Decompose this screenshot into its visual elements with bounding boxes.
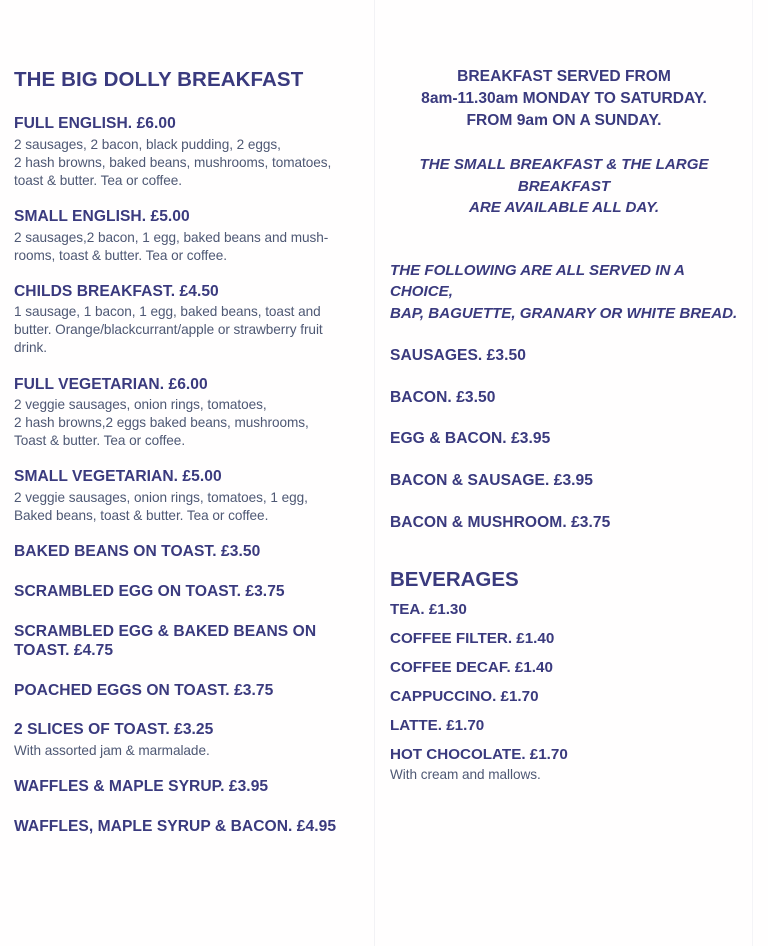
spacer bbox=[14, 700, 359, 720]
beverage-footnote: With cream and mallows. bbox=[390, 767, 541, 783]
menu-item-name: WAFFLES, MAPLE SYRUP & BACON. £4.95 bbox=[14, 817, 337, 835]
serving-hours-notice: BREAKFAST SERVED FROM 8am-11.30am MONDAY TO SATURDAY. FROM 9am ON A SUNDAY. bbox=[421, 68, 707, 130]
spacer bbox=[14, 562, 359, 582]
menu-item bbox=[14, 777, 359, 797]
spacer bbox=[390, 132, 738, 154]
menu-item-name: SCRAMBLED EGG ON TOAST. £3.75 bbox=[14, 582, 285, 600]
spacer bbox=[390, 677, 738, 687]
spacer bbox=[390, 532, 738, 568]
menu-item-name: CHILDS BREAKFAST. £4.50 bbox=[14, 282, 219, 300]
menu-item bbox=[14, 467, 359, 525]
menu-item-name: SCRAMBLED EGG & BAKED BEANS ON TOAST. £4.75 bbox=[14, 622, 317, 660]
right-column bbox=[390, 0, 738, 784]
menu-item-description: 2 sausages, 2 bacon, black pudding, 2 eggs, 2 hash browns, baked beans, mushrooms, tomatoes, toast & butter. Tea or coffee. bbox=[14, 136, 332, 188]
menu-item-name: POACHED EGGS ON TOAST. £3.75 bbox=[14, 681, 274, 699]
spacer bbox=[390, 0, 738, 66]
menu-item-name: SMALL ENGLISH. £5.00 bbox=[14, 207, 190, 225]
spacer bbox=[390, 619, 738, 629]
menu-item-description: 2 sausages,2 bacon, 1 egg, baked beans and mush- rooms, toast & butter. Tea or coffee. bbox=[14, 229, 329, 263]
beverage-item: LATTE. £1.70 bbox=[390, 717, 485, 735]
menu-item-description: With assorted jam & marmalade. bbox=[14, 743, 210, 759]
center-fold-line bbox=[374, 0, 375, 946]
sandwich-item: BACON. £3.50 bbox=[390, 388, 496, 406]
menu-item-name: SMALL VEGETARIAN. £5.00 bbox=[14, 468, 222, 486]
menu-item-description: 1 sausage, 1 bacon, 1 egg, baked beans, toast and butter. Orange/blackcurrant/apple or strawberry fruit drink. bbox=[14, 304, 323, 356]
spacer bbox=[14, 602, 359, 622]
menu-item-name: FULL ENGLISH. £6.00 bbox=[14, 115, 176, 132]
beverages-title: BEVERAGES bbox=[390, 568, 519, 592]
left-column bbox=[14, 0, 359, 836]
spacer bbox=[14, 92, 359, 114]
bread-choice-notice: THE FOLLOWING ARE ALL SERVED IN A CHOICE, BAP, BAGUETTE, GRANARY OR WHITE BREAD. bbox=[390, 261, 738, 322]
menu-item-name: 2 SLICES OF TOAST. £3.25 bbox=[14, 721, 214, 739]
sandwich-item: BACON & SAUSAGE. £3.95 bbox=[390, 471, 594, 489]
spacer bbox=[390, 491, 738, 513]
beverage-item: TEA. £1.30 bbox=[390, 601, 467, 619]
menu-item bbox=[14, 681, 359, 701]
left-section-title: THE BIG DOLLY BREAKFAST bbox=[14, 68, 304, 91]
beverage-item: COFFEE FILTER. £1.40 bbox=[390, 630, 555, 648]
beverage-item: COFFEE DECAF. £1.40 bbox=[390, 659, 553, 677]
spacer bbox=[14, 661, 359, 681]
spacer bbox=[14, 760, 359, 777]
spacer bbox=[390, 449, 738, 471]
menu-item bbox=[14, 542, 359, 562]
spacer bbox=[390, 407, 738, 429]
menu-item-name: WAFFLES & MAPLE SYRUP. £3.95 bbox=[14, 778, 269, 796]
spacer bbox=[14, 525, 359, 542]
spacer bbox=[390, 706, 738, 716]
beverage-item: CAPPUCCINO. £1.70 bbox=[390, 688, 539, 706]
menu-item bbox=[14, 375, 359, 451]
menu-item-name: FULL VEGETARIAN. £6.00 bbox=[14, 375, 208, 393]
spacer bbox=[14, 797, 359, 817]
menu-item-description: 2 veggie sausages, onion rings, tomatoes, 1 egg, Baked beans, toast & butter. Tea or coffee. bbox=[14, 490, 308, 524]
sandwich-item: BACON & MUSHROOM. £3.75 bbox=[390, 513, 611, 531]
spacer bbox=[390, 366, 738, 388]
menu-item-description: 2 veggie sausages, onion rings, tomatoes, 2 hash browns,2 eggs baked beans, mushrooms, Toast & butter. Tea or coffee. bbox=[14, 397, 309, 449]
sandwich-item: SAUSAGES. £3.50 bbox=[390, 347, 526, 365]
spacer bbox=[14, 0, 359, 68]
spacer bbox=[14, 450, 359, 467]
menu-item bbox=[14, 114, 359, 190]
menu-item bbox=[14, 207, 359, 265]
menu-item bbox=[14, 720, 359, 760]
spacer bbox=[390, 592, 738, 600]
menu-item bbox=[14, 817, 359, 837]
spacer bbox=[14, 265, 359, 282]
spacer bbox=[14, 358, 359, 375]
spacer bbox=[390, 648, 738, 658]
beverage-item: HOT CHOCOLATE. £1.70 bbox=[390, 746, 568, 764]
spacer bbox=[390, 324, 738, 346]
spacer bbox=[14, 190, 359, 207]
spacer bbox=[390, 735, 738, 745]
spacer bbox=[390, 218, 738, 260]
menu-item-name: BAKED BEANS ON TOAST. £3.50 bbox=[14, 543, 261, 561]
sandwich-item: EGG & BACON. £3.95 bbox=[390, 430, 551, 448]
right-fold-line bbox=[752, 0, 753, 946]
menu-item bbox=[14, 582, 359, 602]
menu-item bbox=[14, 282, 359, 358]
menu-item bbox=[14, 622, 359, 661]
all-day-notice: THE SMALL BREAKFAST & THE LARGE BREAKFAST ARE AVAILABLE ALL DAY. bbox=[419, 156, 709, 216]
